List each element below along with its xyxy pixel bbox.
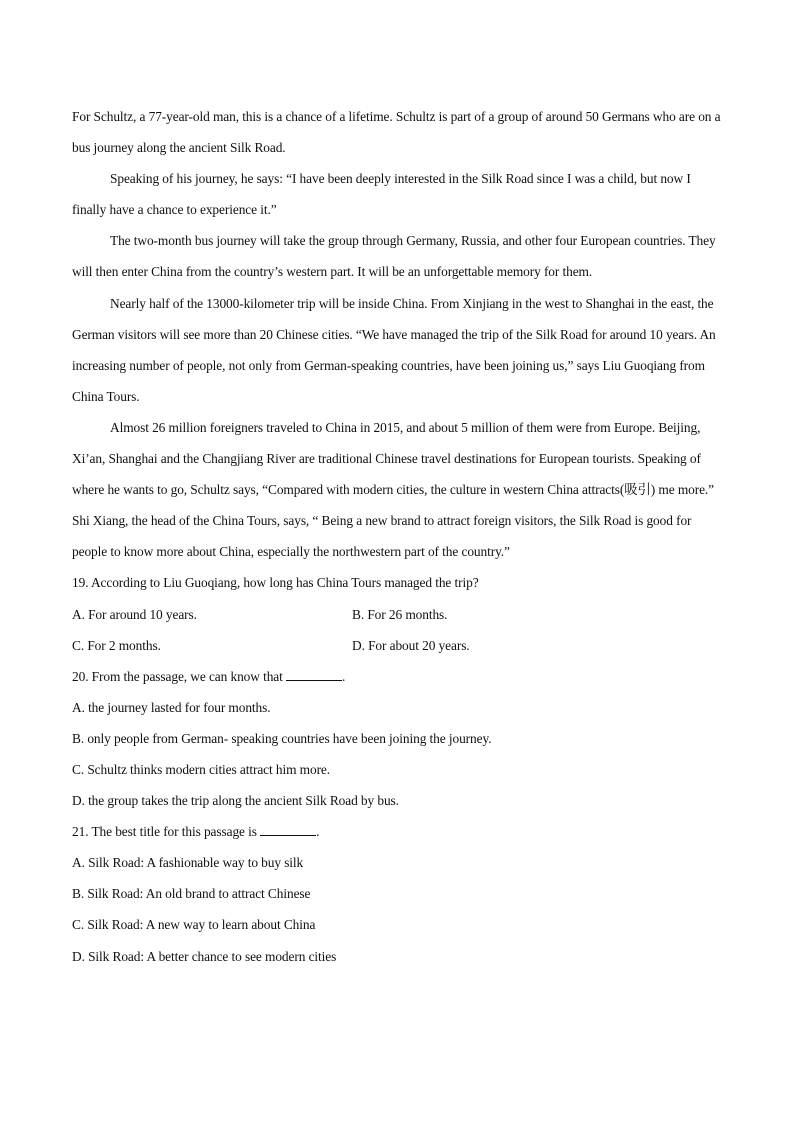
passage-paragraph-4: Nearly half of the 13000-kilometer trip will be inside China. From Xinjiang in the west to Shanghai in the east, the German visitors will see more than 20 Chinese cities. “We have managed the trip of the Silk Road for around 10 years. An increasing number of people, not only from German-speaking countries, have been joining us,” says Liu Guoqiang from China Tours.	[72, 295, 716, 404]
passage-paragraph-6: Shi Xiang, the head of the China Tours, says, “ Being a new brand to attract foreign visitors, the Silk Road is good for people to know more about China, especially the northwestern part of the country.”	[72, 513, 692, 560]
question-21-option-b: B. Silk Road: An old brand to attract Chinese	[72, 886, 311, 902]
question-21-option-c: C. Silk Road: A new way to learn about China	[72, 917, 316, 933]
question-19-stem: 19. According to Liu Guoqiang, how long has China Tours managed the trip?	[72, 575, 479, 591]
question-19-option-a: A. For around 10 years.	[72, 606, 197, 622]
question-20-option-b: B. only people from German- speaking countries have been joining the journey.	[72, 730, 492, 746]
answer-blank	[286, 669, 342, 681]
passage-paragraph-3: The two-month bus journey will take the group through Germany, Russia, and other four European countries. They will then enter China from the country’s western part. It will be an unforgettable memory for them.	[72, 233, 716, 280]
question-21-option-a: A. Silk Road: A fashionable way to buy silk	[72, 855, 304, 871]
question-20-option-d: D. the group takes the trip along the ancient Silk Road by bus.	[72, 793, 399, 809]
question-20	[72, 661, 724, 692]
question-20-stem-end: .	[342, 668, 346, 684]
question-19-option-c: C. For 2 months.	[72, 637, 161, 653]
question-21-option-d: D. Silk Road: A better chance to see modern cities	[72, 948, 337, 964]
document-content	[72, 101, 724, 972]
question-20-option-c: C. Schultz thinks modern cities attract him more.	[72, 761, 331, 777]
question-21-stem-end: .	[316, 824, 320, 840]
question-21	[72, 816, 724, 847]
question-19-option-d: D. For about 20 years.	[352, 637, 470, 653]
passage-paragraph-1: For Schultz, a 77-year-old man, this is a chance of a lifetime. Schultz is part of a group of around 50 Germans who are on a bus journey along the ancient Silk Road.	[72, 109, 721, 156]
question-20-option-a: A. the journey lasted for four months.	[72, 699, 271, 715]
question-19-options	[72, 599, 724, 661]
question-19-option-b: B. For 26 months.	[352, 606, 448, 622]
answer-blank	[260, 824, 316, 836]
question-21-stem: 21. The best title for this passage is	[72, 824, 257, 840]
passage-paragraph-2: Speaking of his journey, he says: “I have been deeply interested in the Silk Road since I was a child, but now I finally have a chance to experience it.”	[72, 171, 691, 218]
passage-paragraph-5: Almost 26 million foreigners traveled to China in 2015, and about 5 million of them were from Europe. Beijing, Xi’an, Shanghai and the Changjiang River are traditional Chinese travel destinations for European tourists. Speaking of where he wants to go, Schultz says, “Compared with modern cities, the culture in western China attracts(吸引) me more.”	[72, 419, 715, 498]
question-20-stem: 20. From the passage, we can know that	[72, 668, 283, 684]
